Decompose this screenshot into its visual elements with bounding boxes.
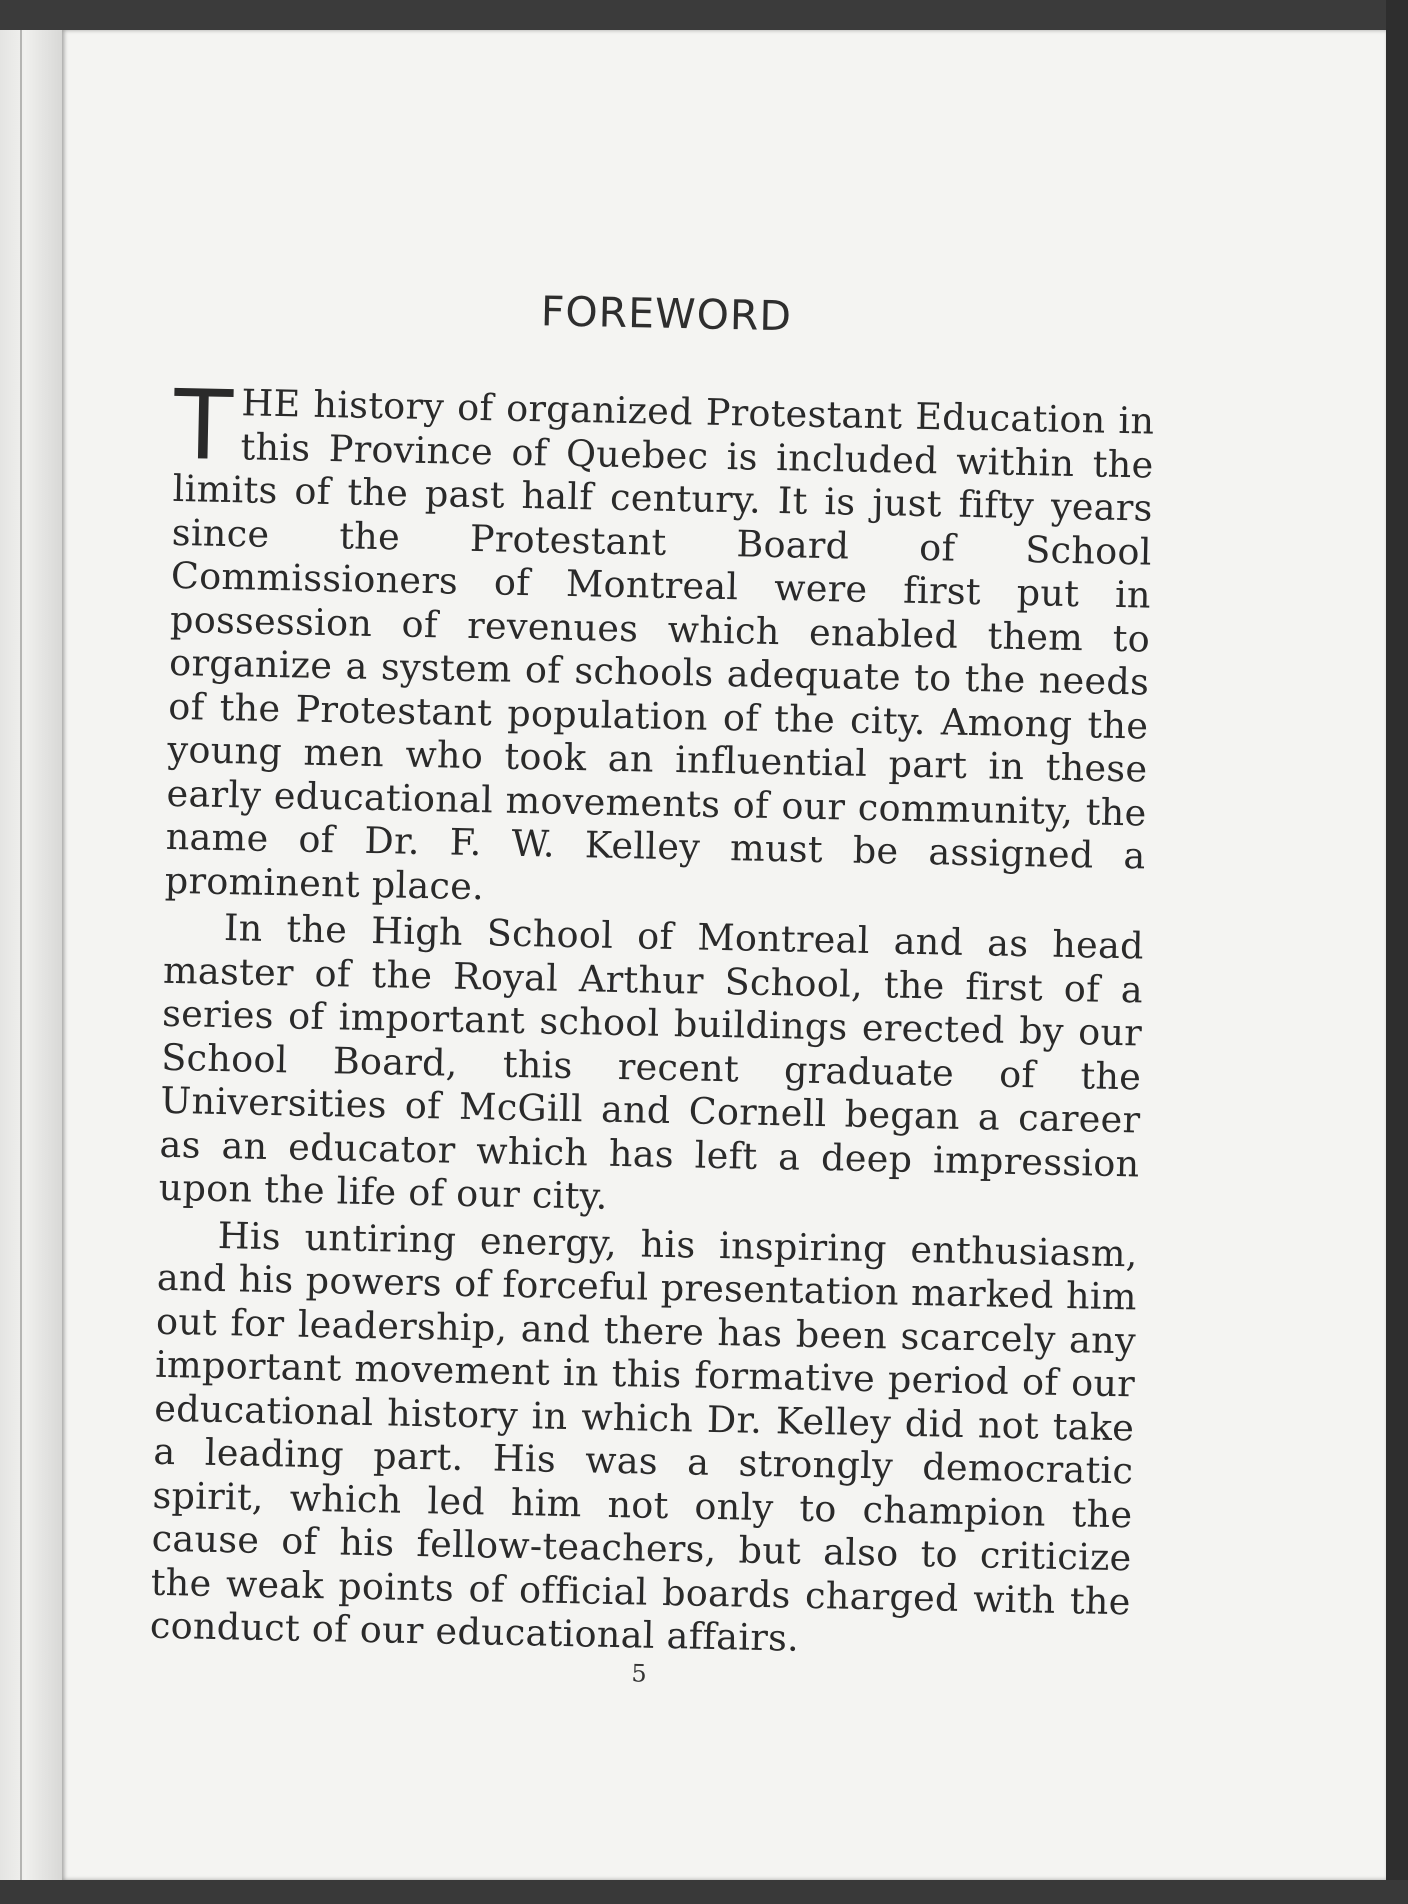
paragraph-1 (164, 368, 1155, 922)
page-number: 5 (631, 1659, 648, 1688)
paragraph-3: His untiring energy, his inspiring enthusiasm, and his powers of forceful presentation marked him out for leadership, and there has been scarcely any important movement in this formative period of our educational history in which Dr. Kelley did not take a leading part. His was a strongly democratic spirit, which led him not only to champion the cause of his fellow-teachers, but also to criticize the weak points of official boards charged with the conduct of our educational affairs. (149, 1213, 1139, 1660)
paragraph-1-text: HE history of organized Protestant Education in this Province of Quebec is included within the limits of the past half century. It is just fifty years since the Protestant Board of School Commissioners of Montreal were first put in possession of revenues which enabled them to organize a system of schools adequate to the needs of the Protestant population of the city. Among the young men who took an influential part in these early educational movements of our community, the name of Dr. F. W. Kelley must be assigned a prominent place. (164, 381, 1155, 908)
scanner-background-bottom (0, 1880, 1408, 1904)
page-title: FOREWORD (540, 287, 793, 341)
foreword-body (149, 368, 1155, 1670)
page-content (149, 30, 1162, 1688)
book-page (62, 30, 1386, 1880)
page-fold-line (20, 30, 22, 1904)
scanner-background-right (1386, 0, 1408, 1904)
previous-page-edge (0, 30, 62, 1904)
paragraph-2: In the High School of Montreal and as head master of the Royal Arthur School, the first of a series of important school buildings erected by our School Board, this recent graduate of the Universities of McGill and Cornell began a career as an educator which has left a deep impression upon the life of our city. (158, 906, 1145, 1218)
drop-cap: T (172, 368, 235, 483)
